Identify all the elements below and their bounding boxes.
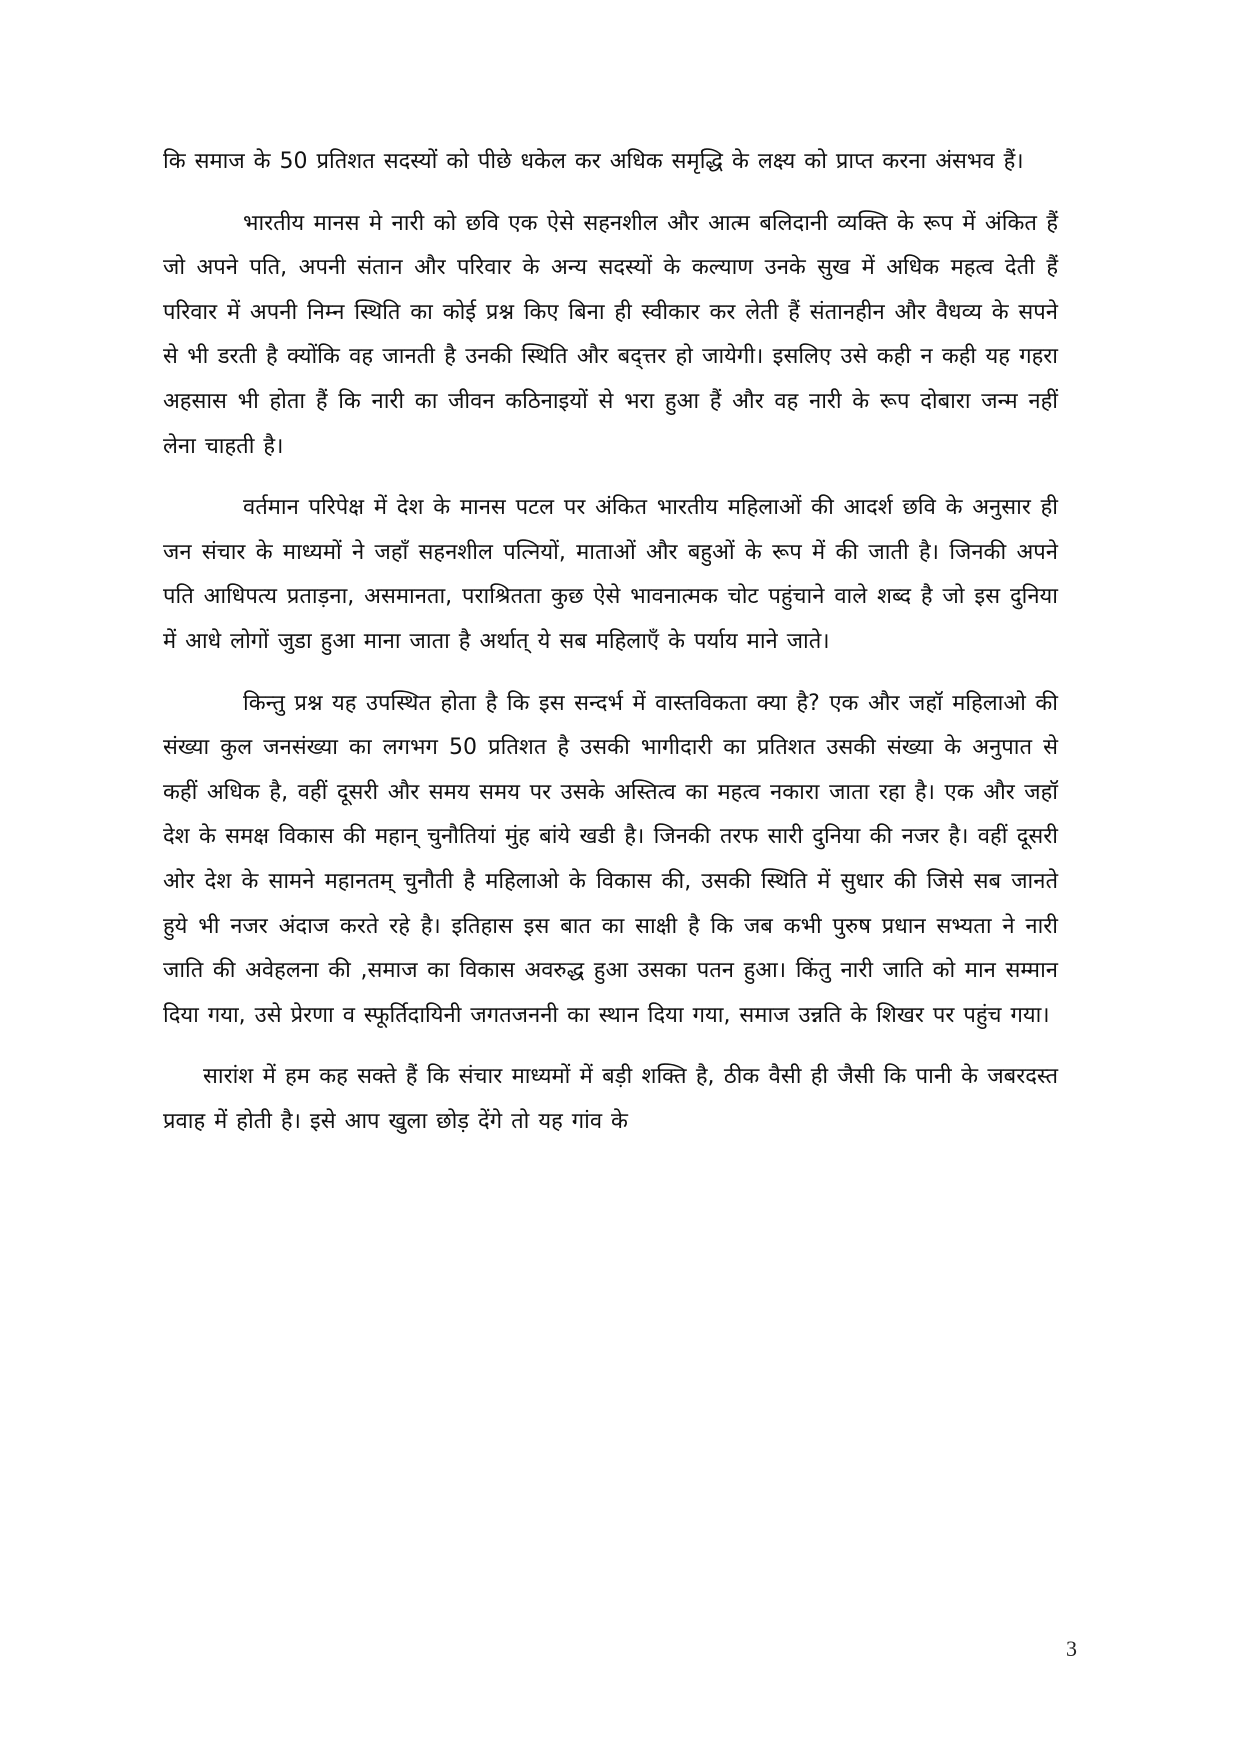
paragraph-continued: कि समाज के 50 प्रतिशत सदस्यों को पीछे धकेल कर अधिक समृद्धि के लक्ष्य को प्राप्त करना अंसभव हैं। (163, 149, 1024, 174)
body-text (163, 140, 1058, 1161)
page-number: 3 (1066, 1636, 1077, 1661)
paragraph-summary: सारांश में हम कह सक्ते हैं कि संचार माध्यमों में बड़ी शक्ति है, ठीक वैसी ही जैसी कि पानी के जबरदस्त प्रवाह में होती है। इसे आप खुला छोड़ देंगे तो यह गांव के (163, 1064, 1058, 1134)
paragraph-current-perspective: वर्तमान परिपेक्ष में देश के मानस पटल पर अंकित भारतीय महिलाओं की आदर्श छवि के अनुसार ही जन संचार के माध्यमों ने जहाँ सहनशील पत्नियों, माताओं और बहुओं के रूप में की जाती है। जिनकी अपने पति आधिपत्य प्रताड़ना, असमानता, पराश्रितता कुछ ऐसे भावनात्मक चोट पहुंचाने वाले शब्द है जो इस दुनिया में आधे लोगों जुडा हुआ माना जाता है अर्थात् ये सब महिलाएँ के पर्याय माने जाते। (163, 495, 1058, 654)
paragraph-reality-question: किन्तु प्रश्न यह उपस्थित होता है कि इस सन्दर्भ में वास्तविकता क्या है? एक और जहॉ महिलाओ की संख्या कुल जनसंख्या का लगभग 50 प्रतिशत है उसकी भागीदारी का प्रतिशत उसकी संख्या के अनुपात से कहीं अधिक है, वहीं दूसरी और समय समय पर उसके अस्तित्व का महत्व नकारा जाता रहा है। एक और जहॉ देश के समक्ष विकास की महान् चुनौतियां मुंह बांये खडी है। जिनकी तरफ सारी दुनिया की नजर है। वहीं दूसरी ओर देश के सामने महानतम् चुनौती है महिलाओ के विकास की, उसकी स्थिति में सुधार की जिसे सब जानते हुये भी नजर अंदाज करते रहे है। इतिहास इस बात का साक्षी है कि जब कभी पुरुष प्रधान सभ्यता ने नारी जाति की अवेहलना की ,समाज का विकास अवरुद्ध हुआ उसका पतन हुआ। किंतु नारी जाति को मान सम्मान दिया गया, उसे प्रेरणा व स्फूर्तिदायिनी जगतजननी का स्थान दिया गया, समाज उन्नति के शिखर पर पहुंच गया। (163, 690, 1058, 1028)
paragraph-indian-psyche: भारतीय मानस मे नारी को छवि एक ऐसे सहनशील और आत्म बलिदानी व्यक्ति के रूप में अंकित हैं जो अपने पति, अपनी संतान और परिवार के अन्य सदस्यों के कल्याण उनके सुख में अधिक महत्व देती हैं परिवार में अपनी निम्न स्थिति का कोई प्रश्न किए बिना ही स्वीकार कर लेती हैं संतानहीन और वैधव्य के सपने से भी डरती है क्योंकि वह जानती है उनकी स्थिति और बद्त्तर हो जायेगी। इसलिए उसे कही न कही यह गहरा अहसास भी होता हैं कि नारी का जीवन कठिनाइयों से भरा हुआ हैं और वह नारी के रूप दोबारा जन्म नहीं लेना चाहती है। (163, 210, 1058, 459)
